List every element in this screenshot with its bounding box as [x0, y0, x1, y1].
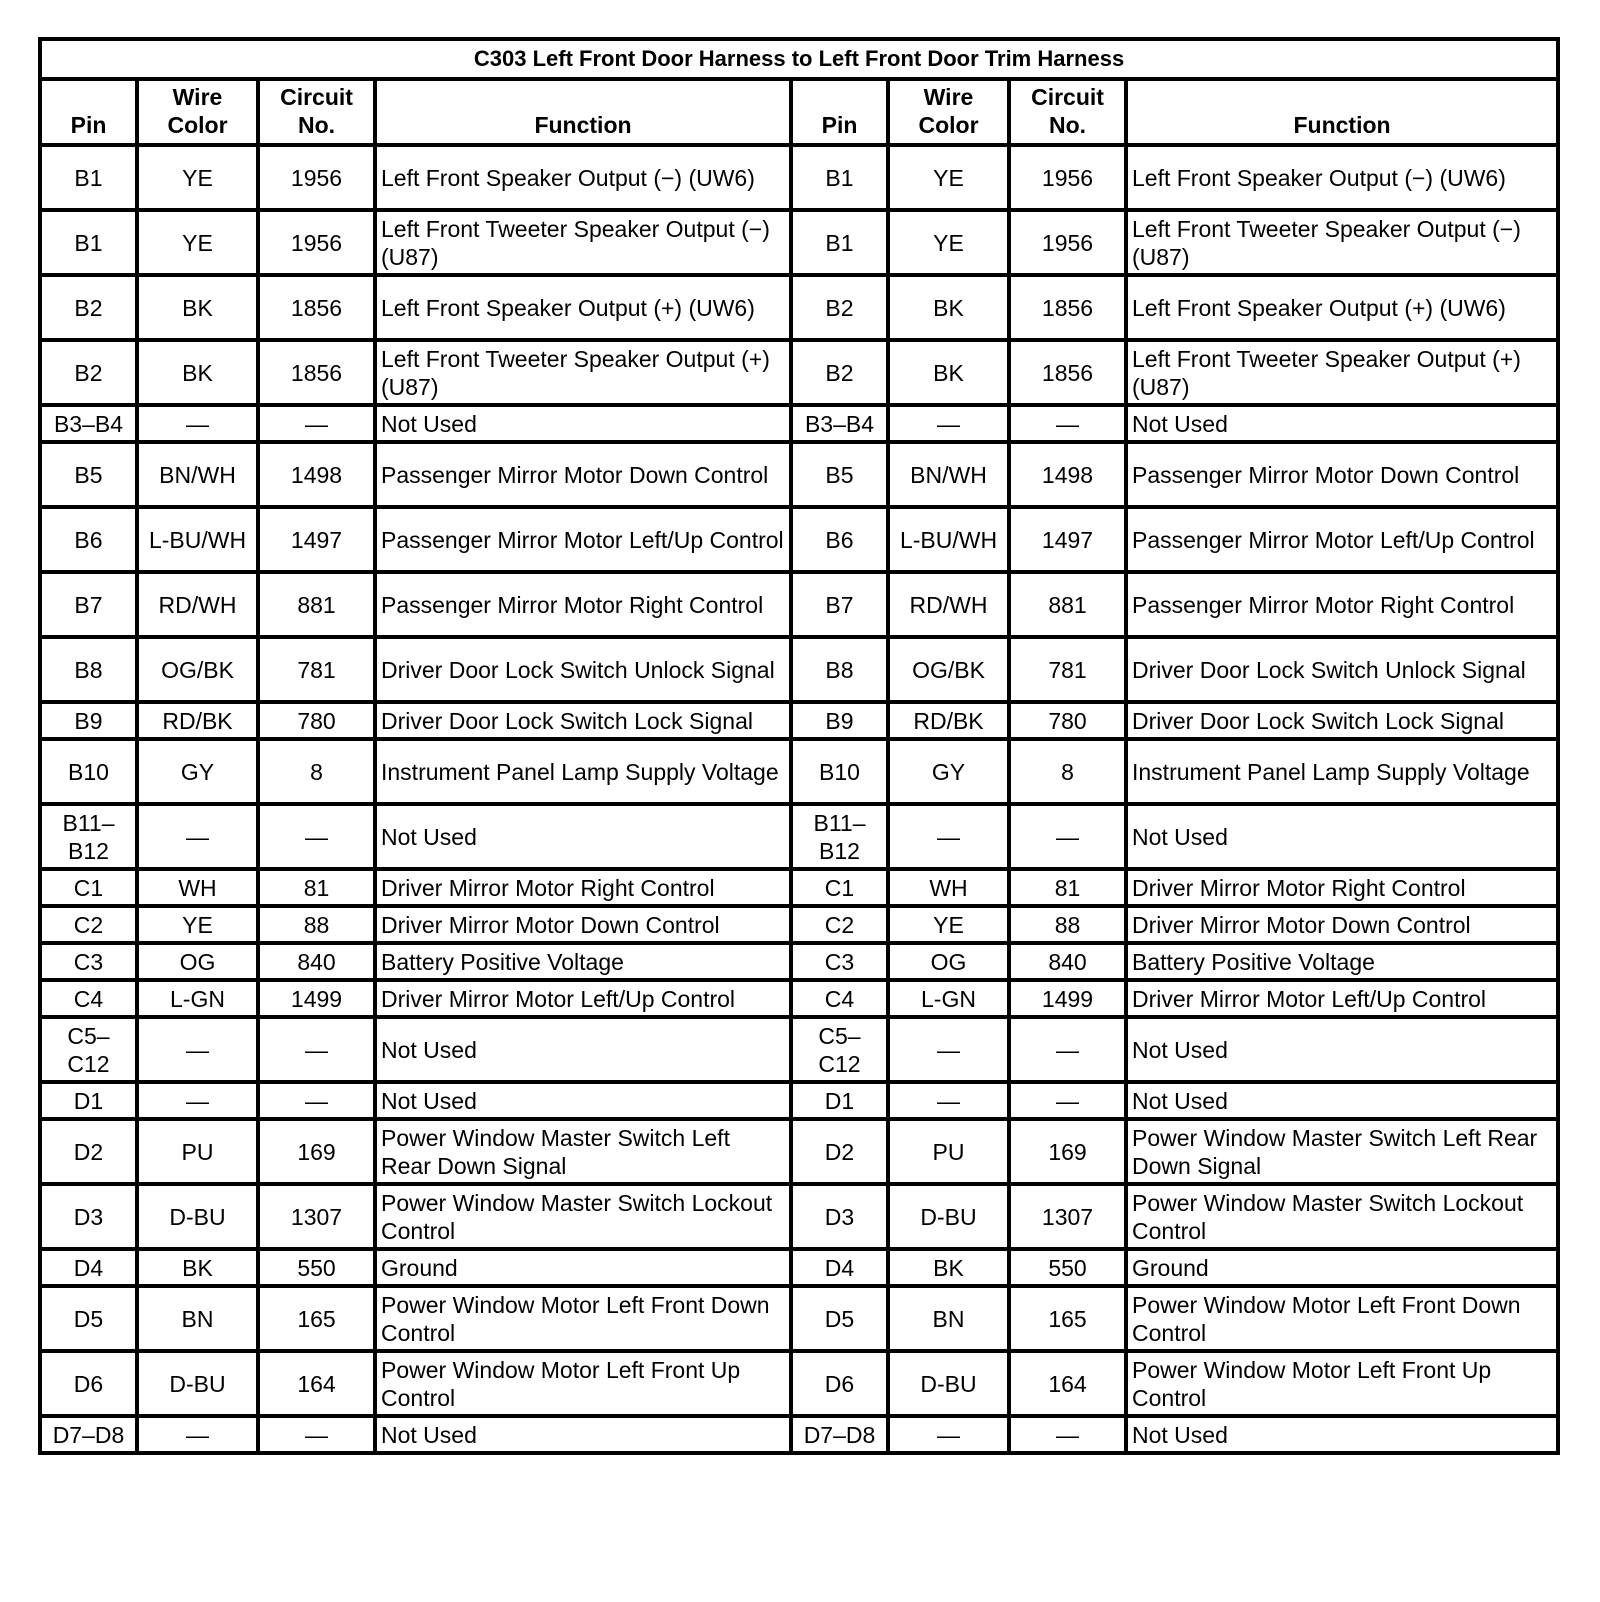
function-cell: Left Front Speaker Output (+) (UW6): [375, 275, 791, 340]
wire-color-cell: —: [137, 1017, 258, 1082]
circuit-cell: 780: [258, 702, 375, 739]
circuit-cell: 81: [1009, 869, 1126, 906]
function-cell: Driver Door Lock Switch Lock Signal: [1126, 702, 1558, 739]
circuit-cell: 1499: [258, 980, 375, 1017]
pin-cell: C2: [791, 906, 888, 943]
table-row: [40, 1416, 1558, 1453]
function-cell: Not Used: [375, 405, 791, 442]
pin-cell: C1: [40, 869, 137, 906]
wire-color-cell: YE: [137, 145, 258, 210]
wire-color-cell: BN: [888, 1286, 1009, 1351]
table-row: [40, 943, 1558, 980]
wire-color-cell: OG/BK: [137, 637, 258, 702]
function-cell: Passenger Mirror Motor Right Control: [375, 572, 791, 637]
function-cell: Driver Mirror Motor Left/Up Control: [1126, 980, 1558, 1017]
table-row: [40, 1119, 1558, 1184]
pin-cell: D1: [40, 1082, 137, 1119]
function-cell: Left Front Tweeter Speaker Output (−) (U87): [1126, 210, 1558, 275]
wire-color-cell: YE: [137, 906, 258, 943]
wire-color-cell: —: [137, 1416, 258, 1453]
circuit-cell: 81: [258, 869, 375, 906]
pin-cell: B6: [791, 507, 888, 572]
circuit-cell: 8: [258, 739, 375, 804]
table-row: [40, 442, 1558, 507]
circuit-cell: —: [258, 1017, 375, 1082]
function-cell: Battery Positive Voltage: [375, 943, 791, 980]
pin-cell: B11–B12: [791, 804, 888, 869]
circuit-cell: 88: [1009, 906, 1126, 943]
pin-cell: D6: [40, 1351, 137, 1416]
function-cell: Battery Positive Voltage: [1126, 943, 1558, 980]
table-row: [40, 1286, 1558, 1351]
pin-cell: B5: [40, 442, 137, 507]
pin-cell: B9: [791, 702, 888, 739]
wire-color-cell: OG/BK: [888, 637, 1009, 702]
circuit-cell: 165: [258, 1286, 375, 1351]
pin-cell: B10: [40, 739, 137, 804]
function-cell: Passenger Mirror Motor Right Control: [1126, 572, 1558, 637]
table-row: [40, 1082, 1558, 1119]
pin-cell: B2: [791, 340, 888, 405]
wire-color-cell: L-BU/WH: [888, 507, 1009, 572]
table-row: [40, 637, 1558, 702]
wire-color-cell: RD/BK: [888, 702, 1009, 739]
function-cell: Instrument Panel Lamp Supply Voltage: [375, 739, 791, 804]
table-row: [40, 1351, 1558, 1416]
pin-cell: D6: [791, 1351, 888, 1416]
circuit-cell: 1956: [258, 210, 375, 275]
wire-color-cell: BN: [137, 1286, 258, 1351]
circuit-cell: 1856: [1009, 340, 1126, 405]
function-cell: Driver Mirror Motor Right Control: [1126, 869, 1558, 906]
pin-cell: D5: [791, 1286, 888, 1351]
pin-cell: B11–B12: [40, 804, 137, 869]
table-row: [40, 1017, 1558, 1082]
circuit-cell: 1856: [1009, 275, 1126, 340]
function-cell: Passenger Mirror Motor Down Control: [1126, 442, 1558, 507]
pin-cell: B1: [40, 145, 137, 210]
wire-color-cell: BK: [137, 1249, 258, 1286]
function-cell: Passenger Mirror Motor Left/Up Control: [1126, 507, 1558, 572]
pin-cell: B2: [791, 275, 888, 340]
pin-cell: C2: [40, 906, 137, 943]
table-row: [40, 405, 1558, 442]
table-row: [40, 906, 1558, 943]
circuit-cell: 840: [258, 943, 375, 980]
pin-cell: D2: [791, 1119, 888, 1184]
wire-color-cell: —: [137, 1082, 258, 1119]
circuit-cell: —: [1009, 1082, 1126, 1119]
wire-color-cell: L-GN: [137, 980, 258, 1017]
circuit-cell: 1856: [258, 340, 375, 405]
function-cell: Not Used: [375, 804, 791, 869]
wire-color-cell: BN/WH: [888, 442, 1009, 507]
table-row: [40, 507, 1558, 572]
circuit-cell: —: [1009, 405, 1126, 442]
table-row: [40, 1184, 1558, 1249]
header-pin: Pin: [40, 79, 137, 145]
function-cell: Not Used: [1126, 804, 1558, 869]
pin-cell: D3: [40, 1184, 137, 1249]
function-cell: Power Window Master Switch Left Rear Down Signal: [1126, 1119, 1558, 1184]
circuit-cell: 781: [1009, 637, 1126, 702]
wire-color-cell: L-GN: [888, 980, 1009, 1017]
header-wire-color: Wire Color: [137, 79, 258, 145]
circuit-cell: 1956: [1009, 210, 1126, 275]
table-row: [40, 275, 1558, 340]
pin-cell: B6: [40, 507, 137, 572]
function-cell: Power Window Motor Left Front Up Control: [375, 1351, 791, 1416]
pin-cell: D7–D8: [791, 1416, 888, 1453]
pin-cell: C1: [791, 869, 888, 906]
circuit-cell: 165: [1009, 1286, 1126, 1351]
wire-color-cell: YE: [888, 210, 1009, 275]
pin-cell: B10: [791, 739, 888, 804]
wire-color-cell: —: [137, 405, 258, 442]
table-title: C303 Left Front Door Harness to Left Front Door Trim Harness: [40, 39, 1558, 79]
wire-color-cell: D-BU: [137, 1184, 258, 1249]
circuit-cell: —: [1009, 804, 1126, 869]
wire-color-cell: RD/WH: [137, 572, 258, 637]
function-cell: Not Used: [1126, 1082, 1558, 1119]
circuit-cell: —: [1009, 1416, 1126, 1453]
function-cell: Power Window Master Switch Left Rear Down Signal: [375, 1119, 791, 1184]
pin-cell: B2: [40, 275, 137, 340]
function-cell: Power Window Motor Left Front Up Control: [1126, 1351, 1558, 1416]
circuit-cell: 780: [1009, 702, 1126, 739]
function-cell: Driver Mirror Motor Left/Up Control: [375, 980, 791, 1017]
pin-cell: C5–C12: [40, 1017, 137, 1082]
header-function: Function: [375, 79, 791, 145]
function-cell: Driver Mirror Motor Right Control: [375, 869, 791, 906]
circuit-cell: 550: [258, 1249, 375, 1286]
pin-cell: D4: [791, 1249, 888, 1286]
circuit-cell: —: [258, 804, 375, 869]
pin-cell: B9: [40, 702, 137, 739]
circuit-cell: 1498: [258, 442, 375, 507]
wire-color-cell: D-BU: [888, 1351, 1009, 1416]
wire-color-cell: RD/BK: [137, 702, 258, 739]
wire-color-cell: GY: [137, 739, 258, 804]
circuit-cell: 1307: [1009, 1184, 1126, 1249]
header-wire-color: Wire Color: [888, 79, 1009, 145]
function-cell: Not Used: [1126, 1416, 1558, 1453]
wire-color-cell: BK: [888, 275, 1009, 340]
pin-cell: C4: [40, 980, 137, 1017]
circuit-cell: 8: [1009, 739, 1126, 804]
circuit-cell: —: [258, 1082, 375, 1119]
wire-color-cell: —: [888, 1082, 1009, 1119]
wire-color-cell: BK: [888, 340, 1009, 405]
wire-color-cell: BK: [137, 340, 258, 405]
connector-pinout-table: [38, 37, 1560, 1455]
circuit-cell: —: [258, 1416, 375, 1453]
header-function: Function: [1126, 79, 1558, 145]
circuit-cell: 1956: [1009, 145, 1126, 210]
table-row: [40, 1249, 1558, 1286]
table-row: [40, 869, 1558, 906]
function-cell: Left Front Speaker Output (−) (UW6): [375, 145, 791, 210]
function-cell: Left Front Tweeter Speaker Output (+) (U87): [375, 340, 791, 405]
pin-cell: B7: [791, 572, 888, 637]
function-cell: Not Used: [375, 1082, 791, 1119]
circuit-cell: 550: [1009, 1249, 1126, 1286]
pin-cell: B7: [40, 572, 137, 637]
wire-color-cell: —: [888, 405, 1009, 442]
table-row: [40, 739, 1558, 804]
circuit-cell: 164: [1009, 1351, 1126, 1416]
function-cell: Driver Door Lock Switch Unlock Signal: [1126, 637, 1558, 702]
wire-color-cell: OG: [137, 943, 258, 980]
pin-cell: C3: [40, 943, 137, 980]
pin-cell: D5: [40, 1286, 137, 1351]
function-cell: Not Used: [375, 1017, 791, 1082]
table-row: [40, 804, 1558, 869]
table-row: [40, 210, 1558, 275]
function-cell: Instrument Panel Lamp Supply Voltage: [1126, 739, 1558, 804]
wire-color-cell: WH: [888, 869, 1009, 906]
function-cell: Power Window Motor Left Front Down Control: [375, 1286, 791, 1351]
function-cell: Driver Door Lock Switch Unlock Signal: [375, 637, 791, 702]
wire-color-cell: —: [888, 1416, 1009, 1453]
circuit-cell: 781: [258, 637, 375, 702]
circuit-cell: —: [258, 405, 375, 442]
pin-cell: C5–C12: [791, 1017, 888, 1082]
function-cell: Left Front Speaker Output (−) (UW6): [1126, 145, 1558, 210]
pin-cell: B5: [791, 442, 888, 507]
pin-cell: B1: [791, 145, 888, 210]
circuit-cell: 1856: [258, 275, 375, 340]
circuit-cell: 88: [258, 906, 375, 943]
table-row: [40, 145, 1558, 210]
table-row: [40, 980, 1558, 1017]
wire-color-cell: BK: [888, 1249, 1009, 1286]
header-pin: Pin: [791, 79, 888, 145]
circuit-cell: 1498: [1009, 442, 1126, 507]
wire-color-cell: YE: [888, 145, 1009, 210]
pin-cell: B1: [40, 210, 137, 275]
wire-color-cell: RD/WH: [888, 572, 1009, 637]
wire-color-cell: YE: [888, 906, 1009, 943]
pin-cell: B8: [40, 637, 137, 702]
wire-color-cell: —: [137, 804, 258, 869]
circuit-cell: 881: [1009, 572, 1126, 637]
pin-cell: B2: [40, 340, 137, 405]
function-cell: Passenger Mirror Motor Down Control: [375, 442, 791, 507]
wire-color-cell: L-BU/WH: [137, 507, 258, 572]
circuit-cell: 1956: [258, 145, 375, 210]
circuit-cell: 1497: [258, 507, 375, 572]
circuit-cell: 1307: [258, 1184, 375, 1249]
pin-cell: B3–B4: [791, 405, 888, 442]
table-row: [40, 572, 1558, 637]
circuit-cell: 169: [1009, 1119, 1126, 1184]
function-cell: Ground: [375, 1249, 791, 1286]
wire-color-cell: GY: [888, 739, 1009, 804]
wire-color-cell: —: [888, 804, 1009, 869]
function-cell: Power Window Master Switch Lockout Control: [375, 1184, 791, 1249]
function-cell: Driver Mirror Motor Down Control: [1126, 906, 1558, 943]
table-row: [40, 340, 1558, 405]
function-cell: Left Front Tweeter Speaker Output (−) (U87): [375, 210, 791, 275]
circuit-cell: 169: [258, 1119, 375, 1184]
header-circuit-no: Circuit No.: [258, 79, 375, 145]
function-cell: Power Window Master Switch Lockout Control: [1126, 1184, 1558, 1249]
circuit-cell: 840: [1009, 943, 1126, 980]
wire-color-cell: BK: [137, 275, 258, 340]
function-cell: Not Used: [1126, 1017, 1558, 1082]
wire-color-cell: WH: [137, 869, 258, 906]
table-row: [40, 702, 1558, 739]
wire-color-cell: D-BU: [137, 1351, 258, 1416]
wire-color-cell: PU: [137, 1119, 258, 1184]
function-cell: Driver Mirror Motor Down Control: [375, 906, 791, 943]
circuit-cell: 1497: [1009, 507, 1126, 572]
function-cell: Driver Door Lock Switch Lock Signal: [375, 702, 791, 739]
function-cell: Power Window Motor Left Front Down Control: [1126, 1286, 1558, 1351]
pin-cell: B1: [791, 210, 888, 275]
circuit-cell: 164: [258, 1351, 375, 1416]
pin-cell: B8: [791, 637, 888, 702]
pin-cell: D7–D8: [40, 1416, 137, 1453]
function-cell: Not Used: [1126, 405, 1558, 442]
wire-color-cell: OG: [888, 943, 1009, 980]
function-cell: Left Front Tweeter Speaker Output (+) (U87): [1126, 340, 1558, 405]
pin-cell: D3: [791, 1184, 888, 1249]
pin-cell: B3–B4: [40, 405, 137, 442]
circuit-cell: 881: [258, 572, 375, 637]
pin-cell: C4: [791, 980, 888, 1017]
circuit-cell: 1499: [1009, 980, 1126, 1017]
header-circuit-no: Circuit No.: [1009, 79, 1126, 145]
function-cell: Passenger Mirror Motor Left/Up Control: [375, 507, 791, 572]
wire-color-cell: D-BU: [888, 1184, 1009, 1249]
wire-color-cell: —: [888, 1017, 1009, 1082]
circuit-cell: —: [1009, 1017, 1126, 1082]
wire-color-cell: PU: [888, 1119, 1009, 1184]
function-cell: Left Front Speaker Output (+) (UW6): [1126, 275, 1558, 340]
pin-cell: D4: [40, 1249, 137, 1286]
pin-cell: C3: [791, 943, 888, 980]
pin-cell: D2: [40, 1119, 137, 1184]
pin-cell: D1: [791, 1082, 888, 1119]
wire-color-cell: YE: [137, 210, 258, 275]
function-cell: Not Used: [375, 1416, 791, 1453]
function-cell: Ground: [1126, 1249, 1558, 1286]
wire-color-cell: BN/WH: [137, 442, 258, 507]
